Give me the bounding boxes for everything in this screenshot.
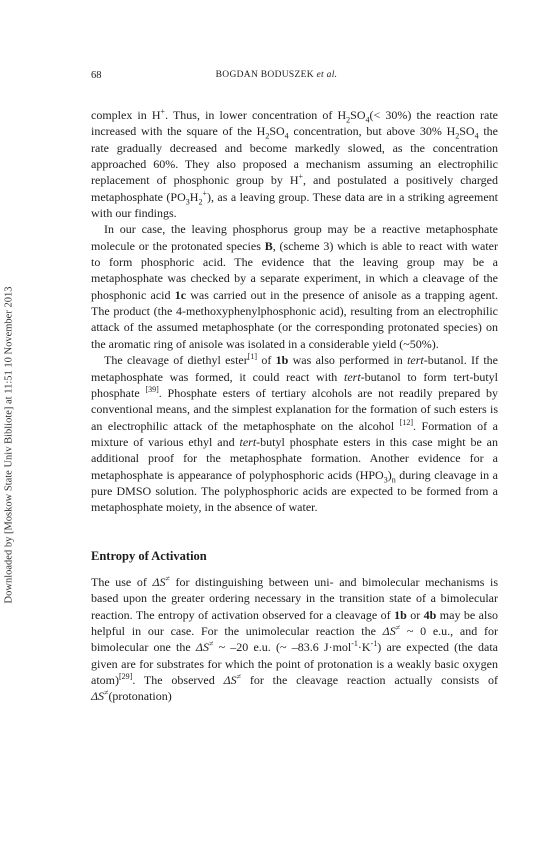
paragraph-4: The use of ΔS≠ for distinguishing between uni- and bimolecular mechanisms is based upon the greater ordering necessary in the transition state of a bimolecular reaction. The entropy of activation observed for a cleavage of 1b or 4b may be also helpful in our case. For the unimolecular reaction the ΔS≠ ~ 0 e.u., and for bimolecular one the ΔS≠ ~ –20 e.u. (~ –83.6 $J\cdot mol^{-1}\cdot K^{-1}$) are expected (the data given are for substrates for which the point of protonation is a weakly basic oxygen atom)[29]. The observed ΔS≠ for the cleavage reaction actually consists of ΔS≠(protonation)	[91, 573, 498, 704]
running-head	[0, 70, 553, 80]
running-head-etal: et al.	[316, 70, 338, 80]
section-heading: Entropy of Activation	[91, 548, 207, 563]
citation-ref: [1]	[247, 352, 258, 362]
citation-ref: [29]	[119, 672, 133, 681]
running-head-author: BOGDAN BODUSZEK	[215, 70, 317, 80]
download-watermark	[2, 240, 16, 650]
citation-ref: [39]	[145, 384, 159, 394]
citation-ref: [12]	[399, 417, 413, 427]
paragraph-2: In our case, the leaving phosphorus group may be a reactive metaphosphate molecule or the protonated species B, (scheme 3) which is able to react with water to form phosphoric acid. The evidence that the leaving group may be a metaphosphate was checked by a separate experiment, in which a cleavage of the phosphonic acid 1c was carried out in the presence of anisole as a trapping agent. The product (the 4-methoxyphenylphosphonic acid), resulting from an electrophilic attack of the assumed metaphosphate (or the corresponding protonated species) on the aromatic ring of anisole was isolated in a considerable yield (~50%).	[91, 222, 498, 351]
paragraph-1: complex in H+. Thus, in lower concentration of $H_2SO_4(< 30\%)$ the reaction rate increased with the square of the $H_2SO_4$ concentration, but above 30% $H_2SO_4$ the rate gradually decreased and become markedly slowed, as the concentration approached 60%. They also proposed a mechanism assuming an electrophilic replacement of phosphonic group by H+, and postulated a positively charged metaphosphate $(PO_3H_2^+)$, as a leaving group. These data are in a striking agreement with our findings.	[91, 107, 498, 221]
paragraph-3: The cleavage of diethyl ester[1] of 1b was also performed in tert-butanol. If the metaphosphate was formed, it could react with tert-butanol to form tert-butyl phosphate [39]. Phosphate esters of tertiary alcohols are not readily prepared by conventional means, and the simplest explanation for the formation of such esters is an electrophilic attack of the metaphosphate on the alcohol [12]. Formation of a mixture of various ethyl and tert-butyl phosphate esters in this case might be an additional proof for the metaphosphate formation. Another evidence for a metaphosphate is appearance of polyphosphoric acids $(HPO_3)_n$ during cleavage in a pure DMSO solution. The polyphosphoric acids are expected to be formed from a metaphosphate moiety, in the absence of water.	[91, 352, 499, 515]
page-number: 68	[91, 70, 102, 81]
download-watermark-text: Downloaded by [Moskow State Univ Bibliote] at 11:51 10 November 2013	[3, 286, 15, 604]
article-body	[91, 107, 498, 705]
